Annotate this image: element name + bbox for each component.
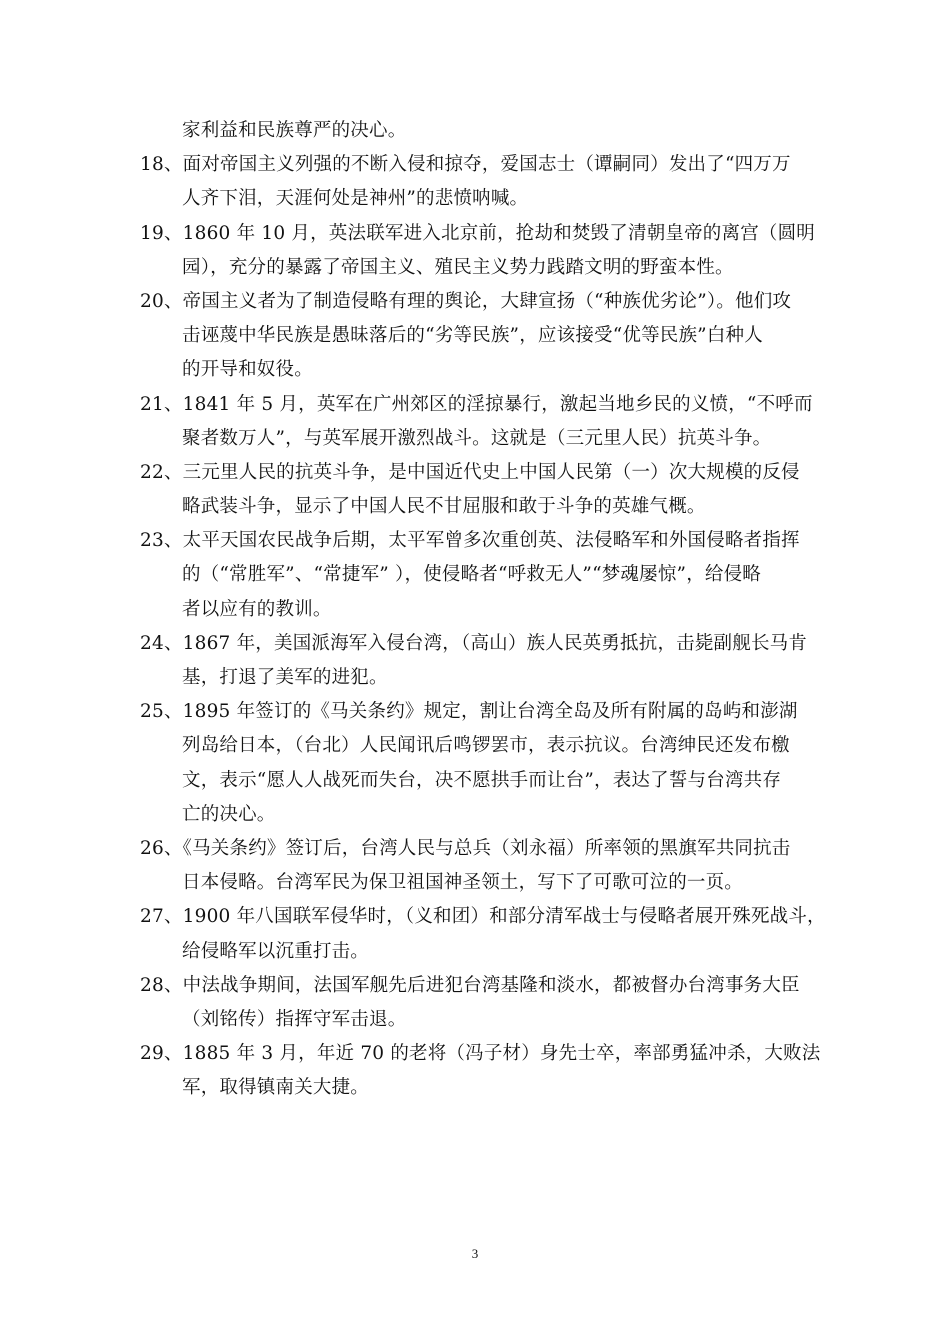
- item-26-line-2: 日本侵略。台湾军民为保卫祖国神圣领土，写下了可歌可泣的一页。: [182, 872, 744, 894]
- item-20-line-1: 20、帝国主义者为了制造侵略有理的舆论，大肆宣扬（“种族优劣论”）。他们攻: [140, 290, 792, 312]
- item-22-line-1: 22、三元里人民的抗英斗争，是中国近代史上中国人民第（一）次大规模的反侵: [140, 461, 800, 483]
- item-27-line-2: 给侵略军以沉重打击。: [182, 940, 370, 962]
- item-29-line-2: 军，取得镇南关大捷。: [182, 1077, 370, 1099]
- item-25-line-4: 亡的决心。: [182, 803, 276, 825]
- item-28-line-2: （刘铭传）指挥守军击退。: [182, 1008, 407, 1030]
- item-22-line-2: 略武装斗争，显示了中国人民不甘屈服和敢于斗争的英雄气概。: [182, 496, 706, 518]
- item-24-line-1: 24、1867 年，美国派海军入侵台湾，（高山）族人民英勇抵抗，击毙副舰长马肯: [140, 632, 808, 654]
- item-20-line-2: 击诬蔑中华民族是愚昧落后的“劣等民族”，应该接受“优等民族”白种人: [182, 325, 763, 347]
- item-25-line-1: 25、1895 年签订的《马关条约》规定，割让台湾全岛及所有附属的岛屿和澎湖: [140, 701, 798, 723]
- item-23-line-3: 者以应有的教训。: [182, 598, 332, 620]
- item-19-line-2: 园），充分的暴露了帝国主义、殖民主义势力践踏文明的野蛮本性。: [182, 256, 734, 278]
- page-number: 3: [471, 1246, 479, 1261]
- item-21-line-2: 聚者数万人”，与英军展开激烈战斗。这就是（三元里人民）抗英斗争。: [182, 427, 772, 449]
- item-26-line-1: 26、《马关条约》签订后，台湾人民与总兵（刘永福）所率领的黑旗军共同抗击: [140, 837, 791, 859]
- item-23-line-1: 23、太平天国农民战争后期，太平军曾多次重创英、法侵略军和外国侵略者指挥: [140, 530, 800, 552]
- item-21-line-1: 21、1841 年 5 月，英军在广州郊区的淫掠暴行，激起当地乡民的义愤，“不呼而: [140, 393, 813, 415]
- item-23-line-2: 的（“常胜军”、“常捷军” ），使侵略者“呼救无人”“梦魂屡惊”，给侵略: [182, 564, 761, 586]
- item-25-line-3: 文，表示“愿人人战死而失台，决不愿拱手而让台”，表达了誓与台湾共存: [182, 769, 782, 791]
- item-27-line-1: 27、1900 年八国联军侵华时，（义和团）和部分清军战士与侵略者展开殊死战斗，: [140, 906, 826, 928]
- item-18-line-2: 人齐下泪，天涯何处是神州”的悲愤呐喊。: [182, 188, 529, 210]
- item-20-line-3: 的开导和奴役。: [182, 359, 313, 381]
- document-body: [140, 114, 826, 1105]
- item-29-line-1: 29、1885 年 3 月，年近 70 的老将（冯子材）身先士卒，率部勇猛冲杀，大败法: [140, 1043, 821, 1065]
- item-28-line-1: 28、中法战争期间，法国军舰先后进犯台湾基隆和淡水，都被督办台湾事务大臣: [140, 974, 800, 996]
- item-18-line-1: 18、面对帝国主义列强的不断入侵和掠夺，爱国志士（谭嗣同）发出了“四万万: [140, 154, 791, 176]
- item-25-line-2: 列岛给日本，（台北）人民闻讯后鸣锣罢市，表示抗议。台湾绅民还发布檄: [182, 735, 790, 757]
- item-24-line-2: 基，打退了美军的进犯。: [182, 667, 388, 688]
- item-19-line-1: 19、1860 年 10 月，英法联军进入北京前，抢劫和焚毁了清朝皇帝的离宫（圆明: [140, 222, 816, 244]
- text-line: 家利益和民族尊严的决心。: [182, 120, 407, 141]
